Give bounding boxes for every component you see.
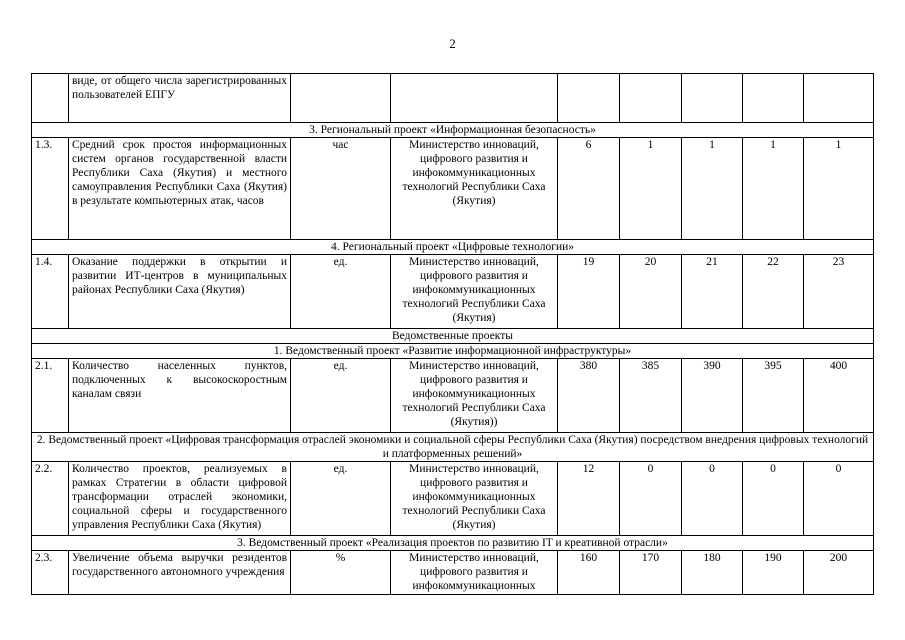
value-cell: 6	[558, 138, 620, 240]
table-row	[32, 138, 874, 240]
table-row	[32, 462, 874, 536]
value-cell: 400	[804, 359, 874, 433]
value-cell: 160	[558, 551, 620, 595]
responsible: Министерство инноваций, цифрового развития и инфокоммуникационных технологий Республики Саха (Якутия)	[391, 138, 558, 240]
section-title: 3. Региональный проект «Информационная безопасность»	[32, 123, 874, 138]
value-cell	[682, 74, 743, 123]
value-cell	[804, 74, 874, 123]
indicator-name: Количество проектов, реализуемых в рамках Стратегии в области цифровой трансформации отраслей экономики, социальной сферы и государственного управления Республики Саха (Якутия)	[69, 462, 291, 536]
table-row	[32, 255, 874, 329]
value-cell: 385	[620, 359, 682, 433]
value-cell: 12	[558, 462, 620, 536]
section-header-row	[32, 329, 874, 344]
row-number: 1.4.	[32, 255, 69, 329]
responsible: Министерство инноваций, цифрового развития и инфокоммуникационных технологий Республики Саха (Якутия)	[391, 255, 558, 329]
value-cell: 0	[682, 462, 743, 536]
value-cell	[620, 74, 682, 123]
page-number: 2	[449, 36, 456, 51]
table-row	[32, 551, 874, 595]
section-header-row	[32, 344, 874, 359]
value-cell: 0	[620, 462, 682, 536]
unit: час	[291, 138, 391, 240]
value-cell: 21	[682, 255, 743, 329]
value-cell: 20	[620, 255, 682, 329]
responsible	[391, 74, 558, 123]
value-cell: 395	[743, 359, 804, 433]
unit	[291, 74, 391, 123]
table-row	[32, 359, 874, 433]
value-cell: 22	[743, 255, 804, 329]
value-cell: 0	[804, 462, 874, 536]
responsible: Министерство инноваций, цифрового развития и инфокоммуникационных технологий Республики Саха (Якутия))	[391, 359, 558, 433]
responsible: Министерство инноваций, цифрового развития и инфокоммуникационных	[391, 551, 558, 595]
value-cell: 1	[682, 138, 743, 240]
value-cell: 390	[682, 359, 743, 433]
value-cell: 1	[743, 138, 804, 240]
table-row	[32, 74, 874, 123]
value-cell: 380	[558, 359, 620, 433]
value-cell	[743, 74, 804, 123]
section-title: 1. Ведомственный проект «Развитие информационной инфраструктуры»	[32, 344, 874, 359]
indicator-name: Средний срок простоя информационных систем органов государственной власти Республики Саха (Якутия) и местного самоуправления Республики Саха (Якутия) в результате компьютерных атак, часов	[69, 138, 291, 240]
value-cell: 200	[804, 551, 874, 595]
responsible: Министерство инноваций, цифрового развития и инфокоммуникационных технологий Республики Саха (Якутия)	[391, 462, 558, 536]
value-cell: 1	[620, 138, 682, 240]
value-cell: 19	[558, 255, 620, 329]
section-title: 3. Ведомственный проект «Реализация проектов по развитию IT и креативной отрасли»	[32, 536, 874, 551]
value-cell: 23	[804, 255, 874, 329]
value-cell: 170	[620, 551, 682, 595]
unit: ед.	[291, 255, 391, 329]
section-title: Ведомственные проекты	[32, 329, 874, 344]
row-number: 2.3.	[32, 551, 69, 595]
section-title: 2. Ведомственный проект «Цифровая трансформация отраслей экономики и социальной сферы Республики Саха (Якутия) посредством внедрения цифровых технологий и платформенных решений»	[32, 433, 874, 462]
section-header-row	[32, 123, 874, 138]
row-number: 1.3.	[32, 138, 69, 240]
value-cell: 1	[804, 138, 874, 240]
indicator-name: Количество населенных пунктов, подключенных к высокоскоростным каналам связи	[69, 359, 291, 433]
section-header-row	[32, 536, 874, 551]
indicator-name: Увеличение объема выручки резидентов государственного автономного учреждения	[69, 551, 291, 595]
row-number	[32, 74, 69, 123]
indicator-name: виде, от общего числа зарегистрированных пользователей ЕПГУ	[69, 74, 291, 123]
section-header-row	[32, 240, 874, 255]
value-cell: 180	[682, 551, 743, 595]
unit: ед.	[291, 462, 391, 536]
row-number: 2.2.	[32, 462, 69, 536]
section-title: 4. Региональный проект «Цифровые технологии»	[32, 240, 874, 255]
value-cell: 0	[743, 462, 804, 536]
indicator-name: Оказание поддержки в открытии и развитии ИТ-центров в муниципальных районах Республики Саха (Якутия)	[69, 255, 291, 329]
value-cell: 190	[743, 551, 804, 595]
indicators-table	[31, 73, 874, 595]
row-number: 2.1.	[32, 359, 69, 433]
unit: ед.	[291, 359, 391, 433]
unit: %	[291, 551, 391, 595]
value-cell	[558, 74, 620, 123]
table-body	[32, 74, 874, 595]
section-header-row	[32, 433, 874, 462]
